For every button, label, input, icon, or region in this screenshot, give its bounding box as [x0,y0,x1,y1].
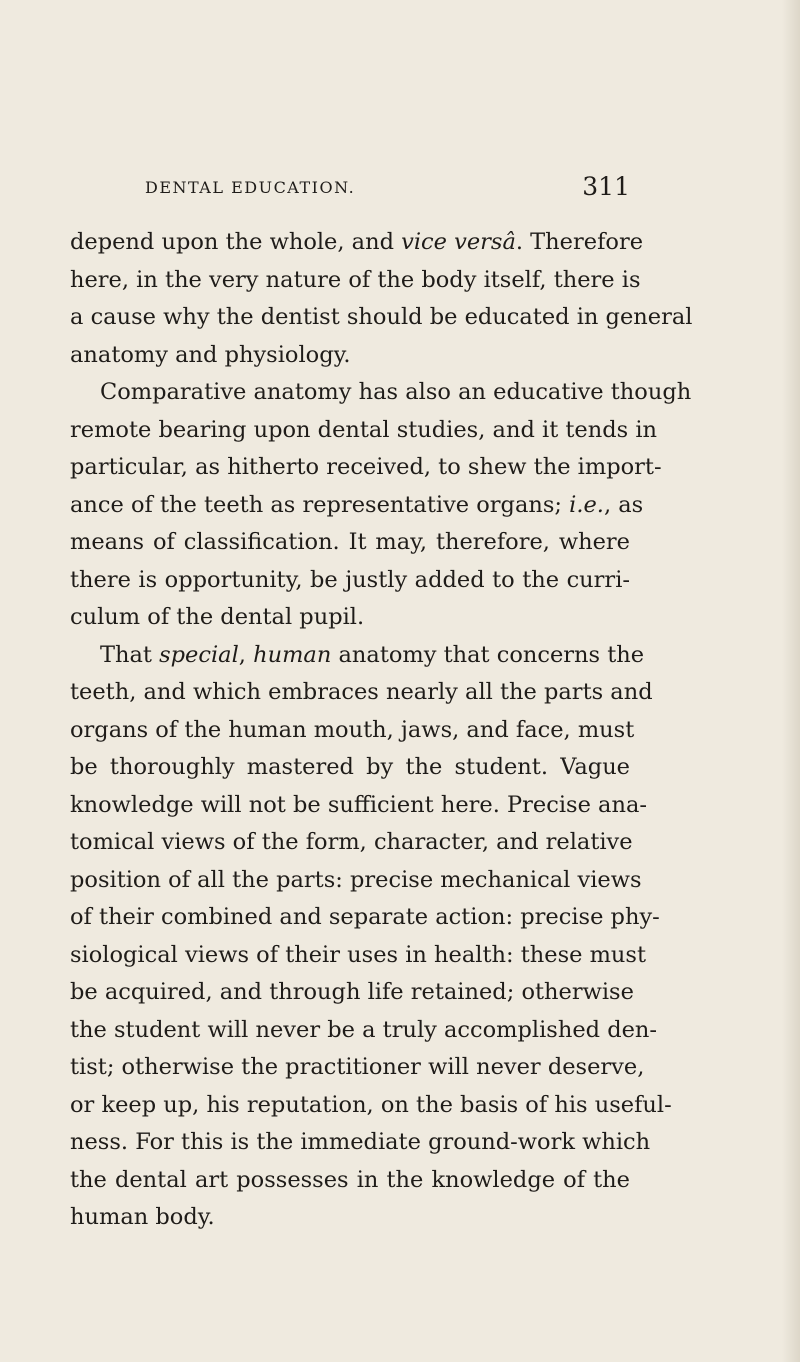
page-header [145,172,630,212]
text-line: ness. For this is the immediate ground-work which [70,1129,651,1155]
text-line: depend upon the whole, and vice versâ. Therefore [70,229,644,255]
paragraph-start: Comparative anatomy has also an educative though [100,379,692,405]
text-line: of their combined and separate action: precise phy- [70,904,660,930]
text-line: particular, as hitherto received, to shew the import- [70,454,662,480]
text-line: the student will never be a truly accomplished den- [70,1016,658,1043]
text-line: the dental art possesses in the knowledge of the [70,1166,630,1193]
text-line: here, in the very nature of the body itself, there is [70,266,641,293]
text-line: anatomy and physiology. [70,341,351,368]
text-line: organs of the human mouth, jaws, and face, must [70,716,635,743]
paragraph-start: That special, human anatomy that concerns the [100,641,645,668]
text-line: there is opportunity, be justly added to the curri- [70,566,630,593]
page-edge-shadow [782,0,800,1362]
text-line: remote bearing upon dental studies, and it tends in [70,416,658,443]
text-line: tist; otherwise the practitioner will never deserve, [70,1054,645,1080]
text-line: be thoroughly mastered by the student. Vague [70,754,630,780]
page-number: 311 [582,172,630,201]
text-line: means of classification. It may, therefore, where [70,529,630,555]
running-head: DENTAL EDUCATION. [145,178,356,197]
text-line: position of all the parts: precise mechanical views [70,866,642,893]
text-line: siological views of their uses in health: these must [70,941,647,968]
body-text [70,224,693,1237]
text-line: be acquired, and through life retained; otherwise [70,979,634,1005]
text-line: culum of the dental pupil. [70,604,365,630]
text-line: a cause why the dentist should be educated in general [70,304,693,330]
text-line: tomical views of the form, character, and relative [70,829,633,855]
text-line: human body. [70,1204,215,1230]
text-line: teeth, and which embraces nearly all the parts and [70,679,653,705]
text-line: knowledge will not be sufficient here. Precise ana- [70,791,647,818]
text-line: ance of the teeth as representative organs; i.e., as [70,491,644,518]
text-line: or keep up, his reputation, on the basis of his useful- [70,1091,672,1118]
